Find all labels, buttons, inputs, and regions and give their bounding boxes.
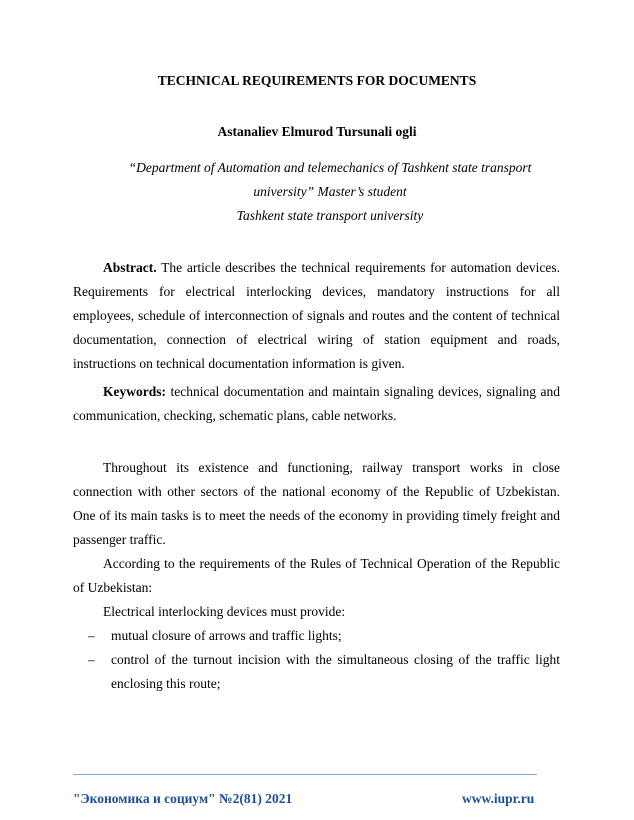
body-paragraph-3: Electrical interlocking devices must provide: <box>103 604 346 619</box>
abstract-text: The article describes the technical requirements for automation devices. Requirements for electrical interlocking devices, mandatory instructions for all employees, schedule of interconnection of signals and routes and the content of technical documentation, connection of electrical wiring of station equipment and roads, instructions on technical documentation information is given. <box>73 260 560 371</box>
list-dash: – <box>88 628 95 643</box>
body-paragraph-2: According to the requirements of the Rules of Technical Operation of the Republic of Uzbekistan: <box>73 556 560 595</box>
abstract-paragraph <box>73 256 560 376</box>
footer-divider <box>73 774 537 775</box>
affiliation-line-1: “Department of Automation and telemechanics of Tashkent state transport <box>128 160 532 175</box>
list-item-text: control of the turnout incision with the simultaneous closing of the traffic light enclosing this route; <box>111 652 560 691</box>
abstract-section <box>73 256 560 376</box>
footer-journal: "Экономика и социум" №2(81) 2021 <box>73 791 293 806</box>
abstract-label: Abstract. <box>103 260 157 275</box>
body-paragraph-1: Throughout its existence and functioning, railway transport works in close connection with other sectors of the national economy of the Republic of Uzbekistan. One of its main tasks is to meet the needs of the economy in providing timely freight and passenger traffic. <box>73 460 560 547</box>
main-body <box>73 456 560 696</box>
article-title: TECHNICAL REQUIREMENTS FOR DOCUMENTS <box>157 73 477 88</box>
affiliation <box>90 156 570 228</box>
keywords-paragraph <box>73 380 560 428</box>
author-name: Astanaliev Elmurod Tursunali ogli <box>217 124 417 139</box>
affiliation-line-3: Tashkent state transport university <box>236 208 424 223</box>
list-item <box>73 624 560 648</box>
list-dash: – <box>88 652 95 667</box>
keywords-text: technical documentation and maintain signaling devices, signaling and communication, checking, schematic plans, cable networks. <box>73 384 560 423</box>
footer-url[interactable]: www.iupr.ru <box>462 791 535 806</box>
keywords-label: Keywords: <box>103 384 166 399</box>
affiliation-line-2: university” Master’s student <box>253 184 407 199</box>
keywords-section <box>73 380 560 428</box>
list-item-text: mutual closure of arrows and traffic lights; <box>111 628 342 643</box>
list-item <box>73 648 560 696</box>
